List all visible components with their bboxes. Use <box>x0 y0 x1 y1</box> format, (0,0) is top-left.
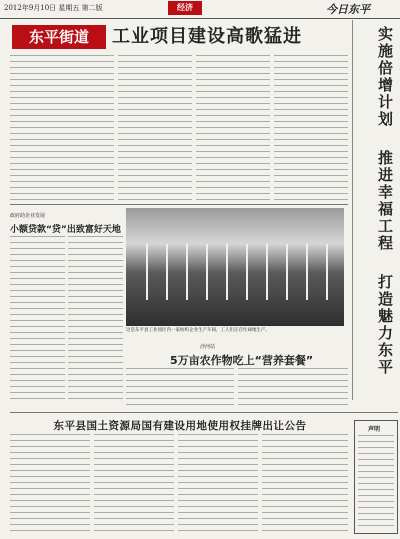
slogan-column <box>352 20 399 400</box>
lead-body-col3 <box>196 55 270 200</box>
story3-body-col1 <box>126 368 234 408</box>
statement-body <box>358 435 394 529</box>
lead-banner: 东平街道 <box>12 25 106 49</box>
story2-kicker: 政府助企业发展 <box>10 213 46 219</box>
date-line: 2012年9月10日 星期五 第二版 <box>4 4 103 12</box>
story3-kicker: 沙河站 <box>200 344 216 350</box>
notice-body-col2 <box>94 434 174 534</box>
story2-body-col1 <box>10 236 65 404</box>
notice-title: 东平县国土资源局国有建设用地使用权挂牌出让公告 <box>53 420 307 432</box>
lead-bottom-rule <box>10 204 348 205</box>
statement-box <box>354 420 398 534</box>
slogan-line-3: 打造魅力东平 <box>376 274 394 376</box>
lead-body-col1 <box>10 55 114 200</box>
story3-body-col2 <box>238 368 348 408</box>
paper-name: 今日东平 <box>326 3 370 16</box>
notice-body-col1 <box>10 434 90 534</box>
lead-body-col2 <box>118 55 192 200</box>
notice-top-rule <box>10 412 398 413</box>
statement-label: 声明 <box>368 426 381 433</box>
story2-headline: 小额贷款“贷”出致富好天地 <box>10 225 121 235</box>
section-label: 经济 <box>168 1 202 15</box>
lead-headline: 工业项目建设高歌猛进 <box>112 26 302 47</box>
lead-body-col4 <box>274 55 348 200</box>
notice-body-col3 <box>178 434 258 534</box>
story2-body-col2 <box>68 236 123 404</box>
story3-headline: 5万亩农作物吃上“营养套餐” <box>170 354 314 367</box>
notice-body-col4 <box>262 434 348 534</box>
slogan-line-2: 推进幸福工程 <box>376 150 394 252</box>
factory-photo <box>126 208 344 326</box>
photo-caption: 这是东平县工业园区内一家纺织企业生产车间，工人们正在忙碌地生产。 <box>126 328 270 333</box>
slogan-line-1: 实施倍增计划 <box>376 26 394 128</box>
